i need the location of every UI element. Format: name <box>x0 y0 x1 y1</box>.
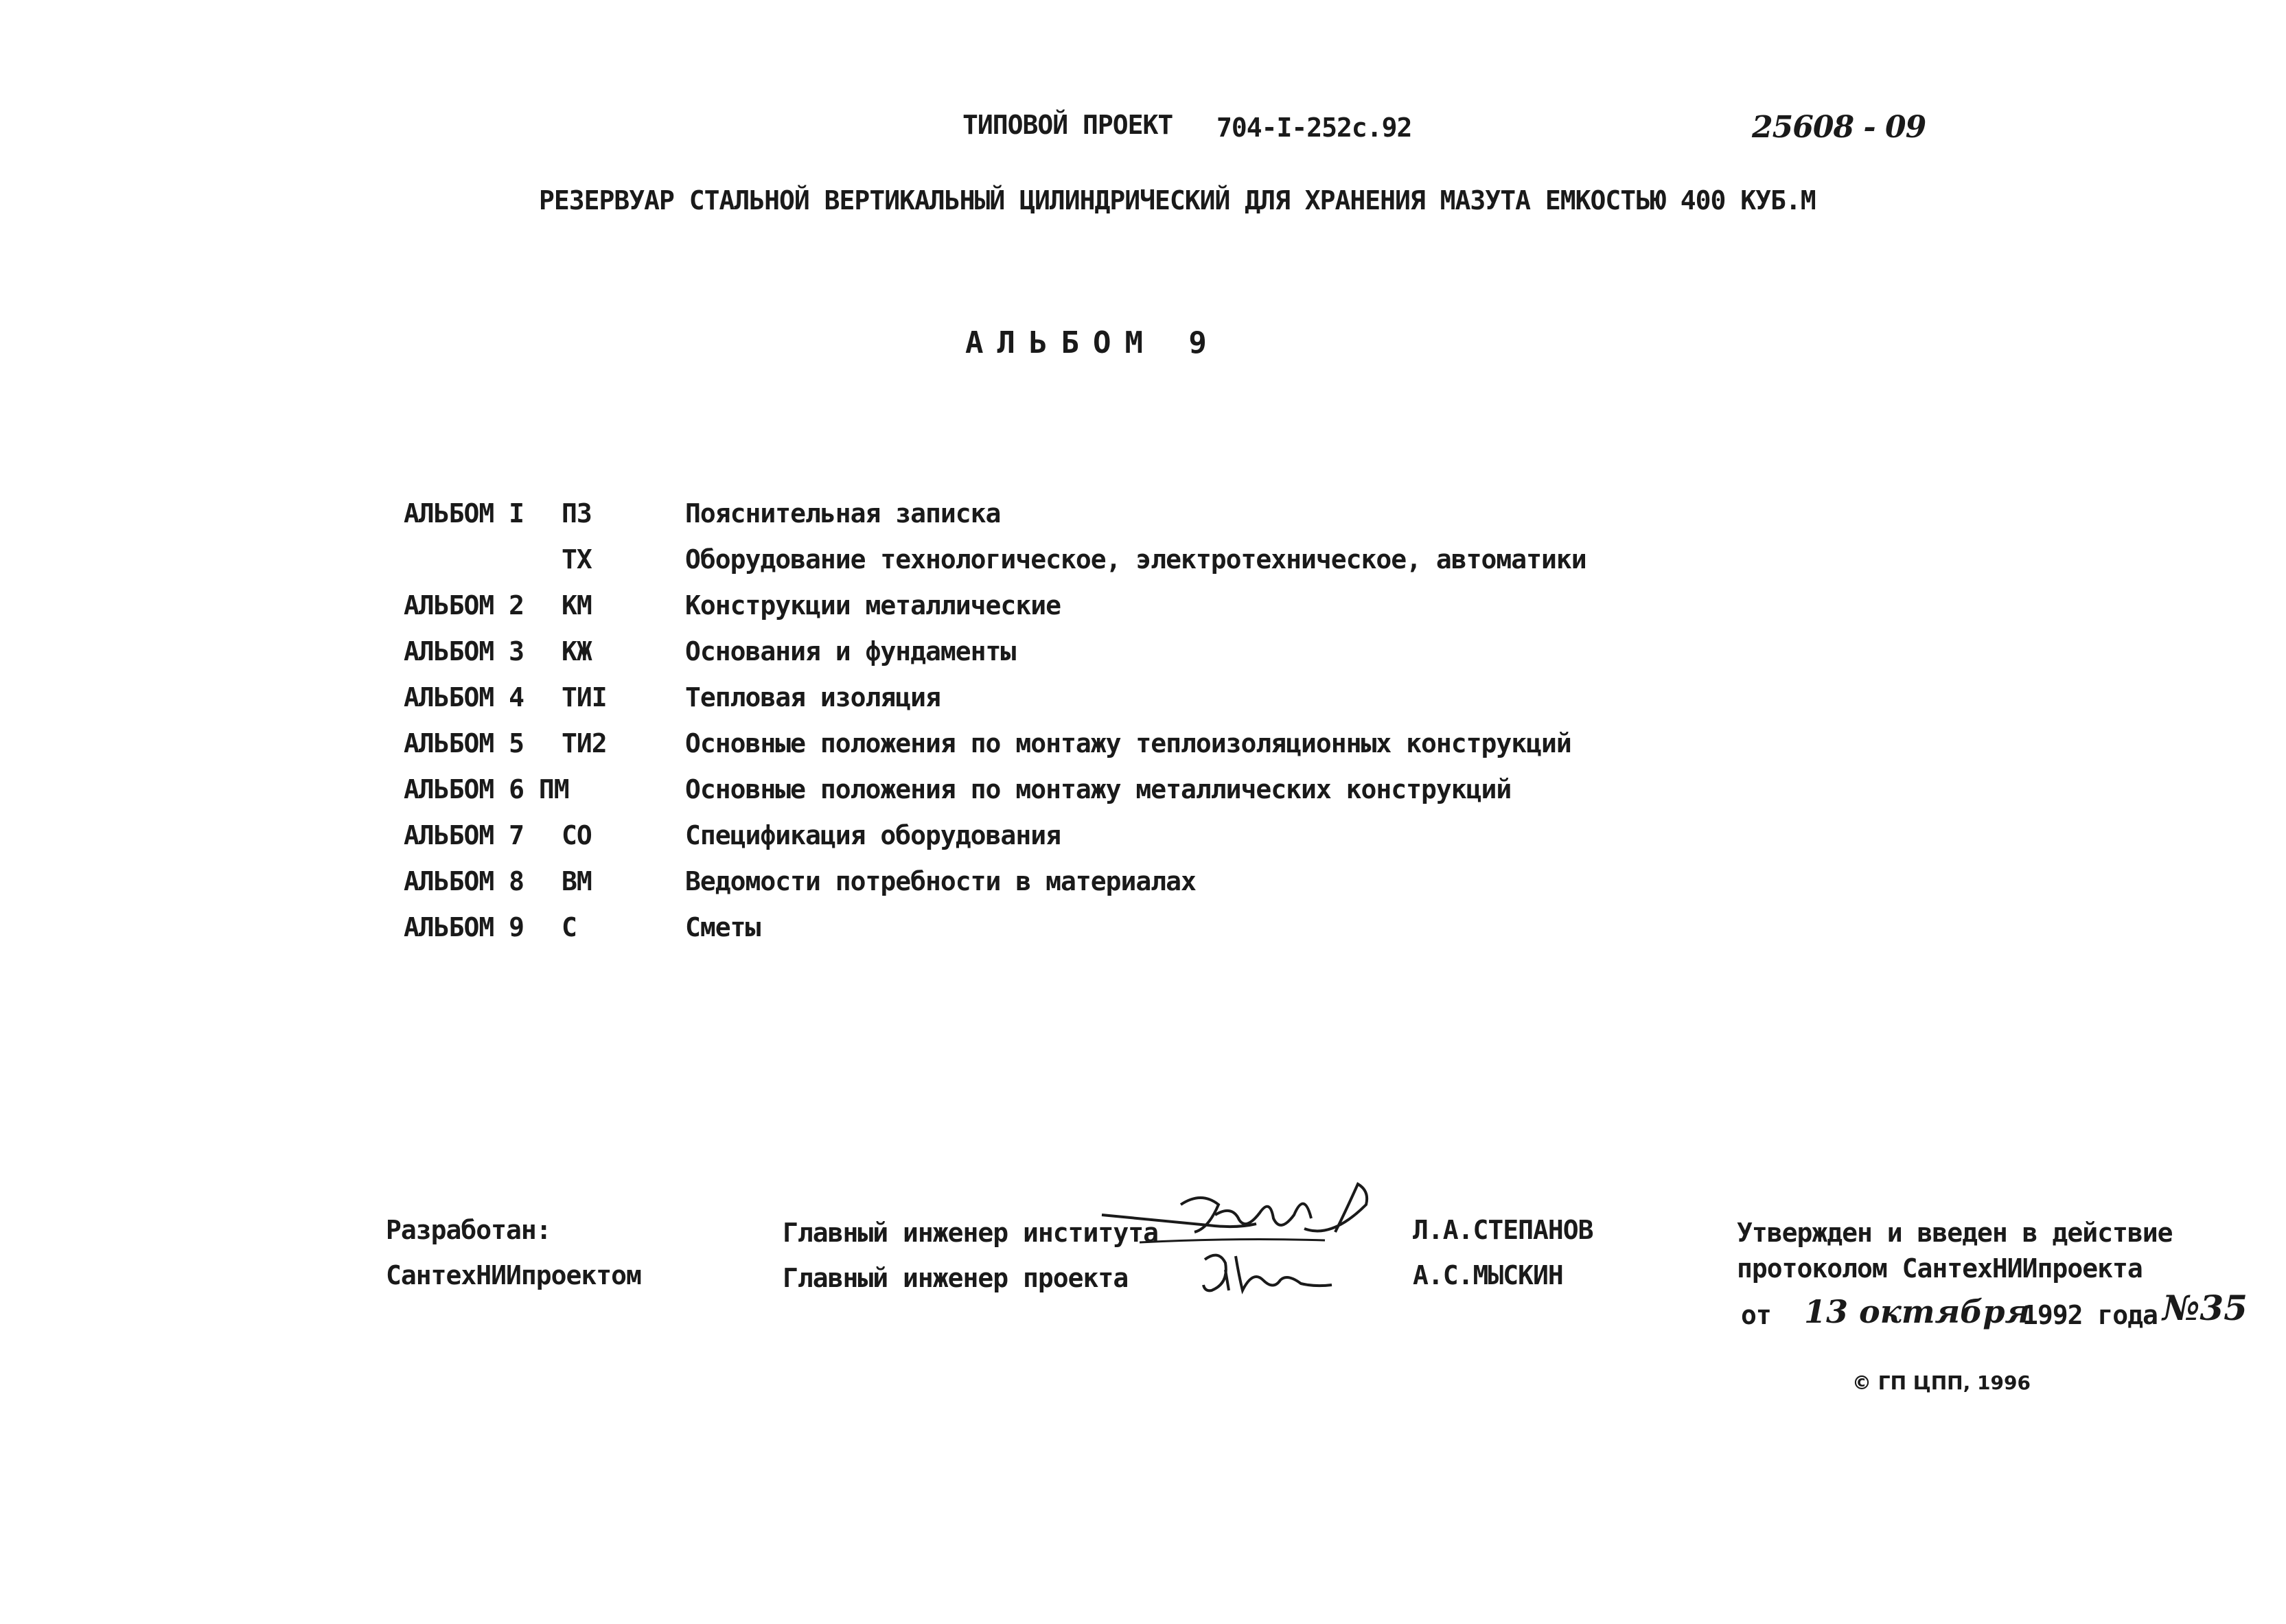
album-number: АЛЬБОМ 8 <box>404 866 524 896</box>
album-number: АЛЬБОМ 5 <box>404 728 524 758</box>
album-code: СО <box>562 820 592 850</box>
approval-line-1: Утвержден и введен в действие <box>1737 1218 2173 1248</box>
album-code: ПЗ <box>562 498 592 529</box>
album-number: АЛЬБОМ 7 <box>404 820 524 850</box>
album-number: АЛЬБОМ 9 <box>404 912 524 942</box>
album-number: АЛЬБОМ 4 <box>404 682 524 712</box>
approval-line-2: протоколом СантехНИИпроекта <box>1737 1253 2143 1284</box>
albums-list <box>404 498 1639 965</box>
album-description: Пояснительная записка <box>685 498 1001 529</box>
album-description: Ведомости потребности в материалах <box>685 866 1196 896</box>
album-heading: АЛЬБОМ 9 <box>965 325 1221 360</box>
protocol-number: №35 <box>2162 1288 2248 1328</box>
album-code: КЖ <box>562 636 592 666</box>
chief-engineer-institute-label: Главный инженер института <box>783 1218 1158 1248</box>
album-number: АЛЬБОМ 2 <box>404 590 524 620</box>
chief-engineer-project-label: Главный инженер проекта <box>783 1263 1129 1293</box>
inventory-number: 25608 - 09 <box>1752 110 1926 145</box>
album-number: АЛЬБОМ 3 <box>404 636 524 666</box>
document-title: РЕЗЕРВУАР СТАЛЬНОЙ ВЕРТИКАЛЬНЫЙ ЦИЛИНДРИЧЕСКИЙ ДЛЯ ХРАНЕНИЯ МАЗУТА ЕМКОСТЬЮ 400 КУБ.М <box>539 185 1816 216</box>
project-code: 704-I-252с.92 <box>1216 113 1412 143</box>
album-description: Спецификация оборудования <box>685 820 1061 850</box>
signature-project <box>1198 1242 1335 1304</box>
copyright: © ГП ЦПП, 1996 <box>1852 1371 2031 1394</box>
album-description: Основания и фундаменты <box>685 636 1016 666</box>
name-myskin: А.С.МЫСКИН <box>1413 1260 1563 1290</box>
album-description: Основные положения по монтажу теплоизоляционных конструкций <box>685 728 1571 758</box>
album-code: ТИI <box>562 682 607 712</box>
album-description: Тепловая изоляция <box>685 682 940 712</box>
approval-year: 1992 года <box>2022 1300 2158 1330</box>
album-description: Сметы <box>685 912 761 942</box>
date-handwritten: 13 октября <box>1804 1293 2031 1330</box>
album-code: С <box>562 912 577 942</box>
album-number: АЛЬБОМ 6 ПМ <box>404 774 569 804</box>
album-code: ТИ2 <box>562 728 607 758</box>
album-number: АЛЬБОМ I <box>404 498 524 529</box>
album-description: Оборудование технологическое, электротехническое, автоматики <box>685 544 1586 575</box>
album-description: Конструкции металлические <box>685 590 1061 620</box>
album-code: ВМ <box>562 866 592 896</box>
developer-organization: СантехНИИпроектом <box>386 1260 641 1290</box>
album-code: КМ <box>562 590 592 620</box>
header-label: ТИПОВОЙ ПРОЕКТ <box>962 110 1173 140</box>
album-description: Основные положения по монтажу металлических конструкций <box>685 774 1512 804</box>
developed-label: Разработан: <box>386 1215 551 1245</box>
name-stepanov: Л.А.СТЕПАНОВ <box>1413 1215 1593 1245</box>
date-prefix: от <box>1741 1300 1771 1330</box>
album-code: ТХ <box>562 544 592 575</box>
